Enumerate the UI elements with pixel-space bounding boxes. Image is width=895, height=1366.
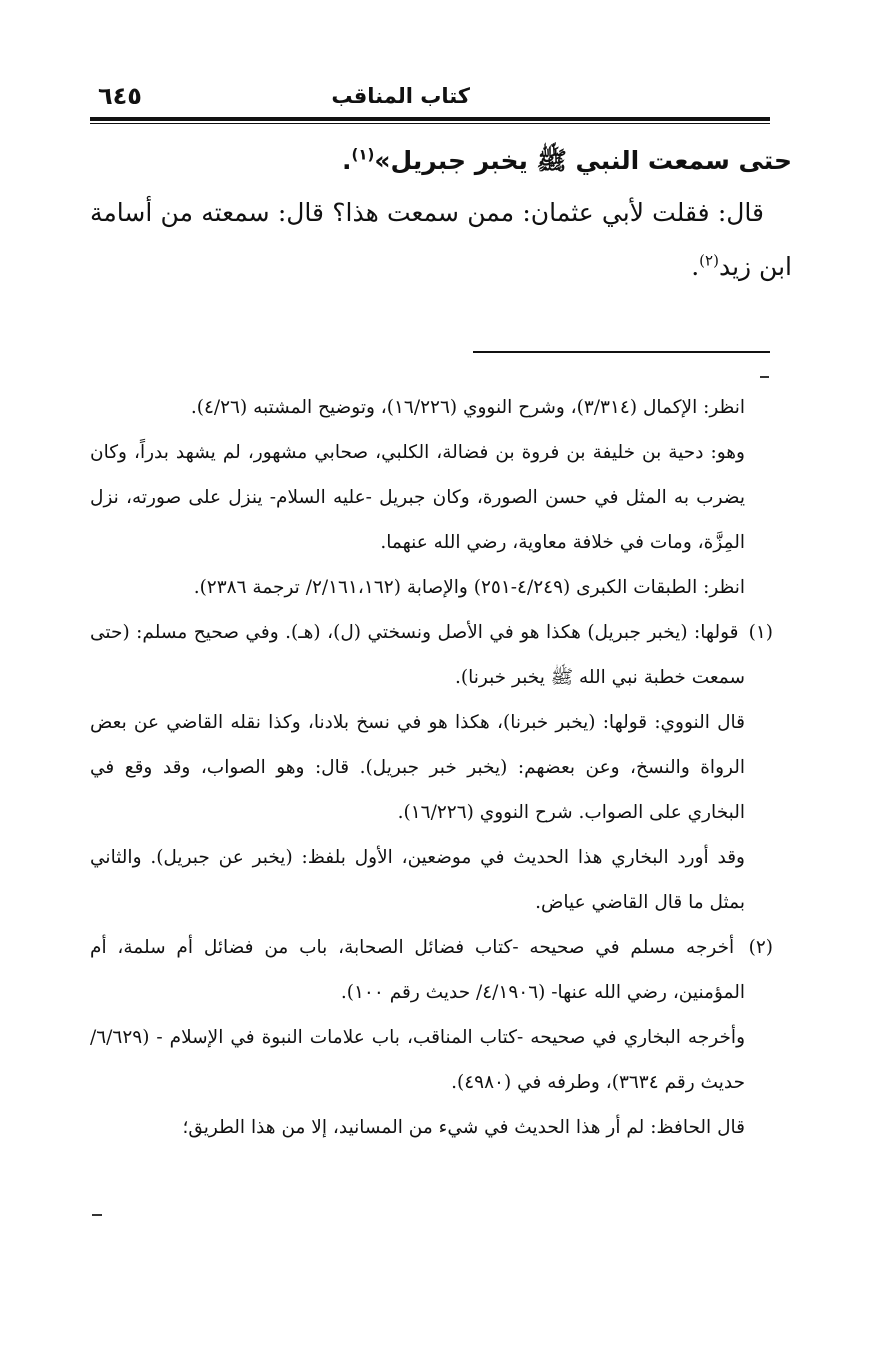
main-paragraph-2 [90, 186, 792, 294]
footnote-2-text-a: أخرجه مسلم في صحيحه -كتاب فضائل الصحابة، باب من فضائل أم سلمة، أم المؤمنين، رضي الله عنها- (٤/١٩٠٦/ حديث رقم ١٠٠). [90, 937, 745, 1003]
main-paragraph-2-text: قال: فقلت لأبي عثمان: ممن سمعت هذا؟ قال: سمعته من أسامة ابن زيد [90, 198, 792, 281]
footnote-ref-2: (٢) [699, 251, 719, 270]
header-rule-thin [90, 123, 770, 124]
footnote-1-number: (١) [748, 622, 773, 643]
footnote-1-paragraph-b: قال النووي: قولها: (يخبر خبرنا)، هكذا هو في نسخ بلادنا، وكذا نقله القاضي عن بعض الرواة والنسخ، وعن بعضهم: (يخبر خبر جبريل). قال: وهو الصواب، وقد وقع في البخاري على الصواب. شرح النووي (١٦/٢٢٦). [90, 712, 745, 823]
main-line-1-text: حتى سمعت النبي ﷺ يخبر جبريل» [374, 146, 792, 175]
footnote-1-paragraph-c: وقد أورد البخاري هذا الحديث في موضعين، الأول بلفظ: (يخبر عن جبريل). والثاني بمثل ما قال القاضي عياض. [90, 847, 745, 913]
footnote-continuation-c: انظر: الطبقات الكبرى (٤/٢٤٩-٢٥١) والإصابة (٢/١٦١،١٦٢/ ترجمة ٢٣٨٦). [193, 577, 745, 598]
main-line-1 [90, 136, 792, 186]
main-text [90, 136, 792, 294]
footnote-2-paragraph-b: وأخرجه البخاري في صحيحه -كتاب المناقب، باب علامات النبوة في الإسلام - (٦/٦٢٩/ حديث رقم ٣٦٣٤)، وطرفه في (٤٩٨٠). [90, 1027, 745, 1093]
footnote-2 [90, 925, 773, 1015]
footnote-continuation-a: انظر: الإكمال (٣/٣١٤)، وشرح النووي (١٦/٢٢٦)، وتوضيح المشتبه (٤/٢٦). [190, 397, 745, 418]
footnote-1 [90, 610, 773, 700]
footnote-2-paragraph-c: قال الحافظ: لم أر هذا الحديث في شيء من المسانيد، إلا من هذا الطريق؛ [182, 1117, 745, 1138]
main-line-1-end: . [342, 146, 352, 175]
footnote-separator [473, 351, 770, 353]
footnote-ref-1: (١) [351, 145, 375, 164]
margin-mark-bottom [92, 1214, 102, 1216]
page-header [90, 80, 770, 116]
main-paragraph-2-end: . [691, 252, 700, 281]
margin-mark [760, 376, 769, 378]
footnote-1-text-a: قولها: (يخبر جبريل) هكذا هو في الأصل ونسختي (ل)، (هـ). وفي صحيح مسلم: (حتى سمعت خطبة نبي الله ﷺ يخبر خبرنا). [90, 622, 745, 688]
book-title: كتاب المناقب [331, 84, 470, 108]
footnote-continuation-b: وهو: دحية بن خليفة بن فروة بن فضالة، الكلبي، صحابي مشهور، لم يشهد بدراً، وكان يضرب به المثل في حسن الصورة، وكان جبريل -عليه السلام- ينزل على صورته، نزل المِزَّة، ومات في خلافة معاوية، رضي الله عنهما. [90, 442, 745, 553]
footnotes [90, 385, 773, 1150]
page-number: ٦٤٥ [98, 82, 142, 110]
header-rule-thick [90, 117, 770, 121]
footnote-2-number: (٢) [748, 937, 773, 958]
